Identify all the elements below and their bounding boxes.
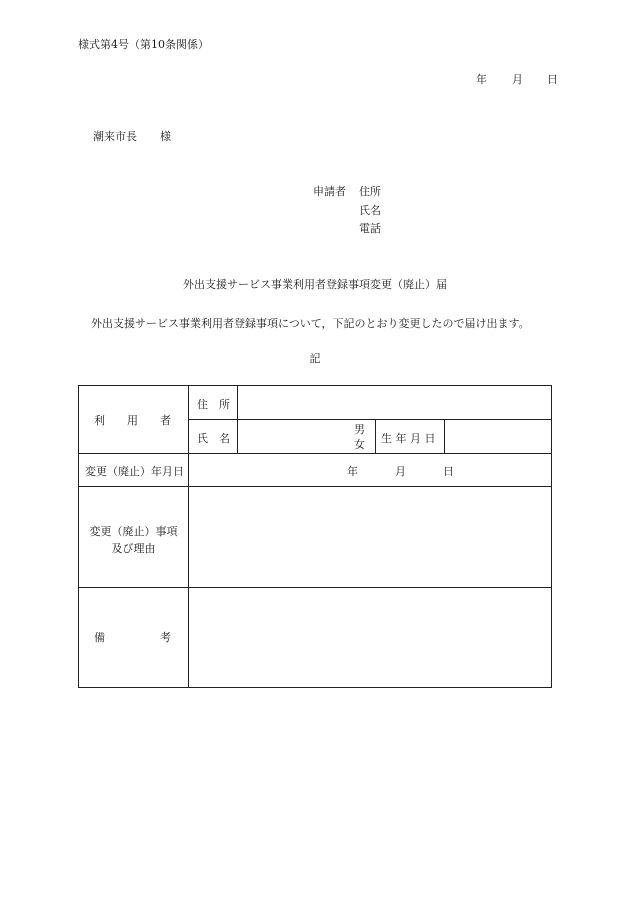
change-date-month: 月	[395, 465, 406, 478]
birthdate-label: 生 年 月 日	[381, 432, 436, 445]
remarks-field[interactable]	[191, 591, 549, 685]
statement-text: 外出支援サービス事業利用者登録事項について，下記のとおり変更したので届け出ます。	[91, 317, 530, 330]
row-divider	[79, 587, 552, 588]
change-date-year: 年	[347, 465, 358, 478]
column-divider	[188, 386, 189, 688]
document-title: 外出支援サービス事業利用者登録事項変更（廃止）届	[183, 278, 447, 291]
user-label: 利 用 者	[94, 414, 171, 427]
change-reason-label-line2: 及び理由	[111, 542, 156, 555]
address-field[interactable]	[259, 396, 551, 416]
change-reason-label-line1: 変更（廃止）事項	[89, 525, 178, 538]
addressee-honorific: 様	[160, 130, 171, 143]
date-day-label: 日	[547, 73, 558, 86]
date-year-label: 年	[476, 73, 487, 86]
address-label: 住 所	[197, 398, 230, 411]
applicant-address-label: 住所	[359, 185, 381, 198]
column-divider	[375, 419, 376, 453]
form-table	[78, 385, 552, 688]
date-month-label: 月	[512, 73, 523, 86]
column-divider	[444, 419, 445, 453]
gender-male-option[interactable]: 男	[354, 423, 365, 436]
row-divider	[188, 419, 552, 420]
column-divider	[237, 386, 238, 453]
gender-female-option[interactable]: 女	[354, 438, 365, 451]
applicant-label: 申請者	[313, 185, 346, 198]
addressee	[93, 128, 171, 144]
change-date-label: 変更（廃止）年月日	[85, 465, 184, 478]
applicant-phone-label: 電話	[359, 222, 381, 235]
row-divider	[79, 453, 552, 454]
name-label: 氏 名	[197, 432, 230, 445]
name-field[interactable]	[239, 422, 359, 450]
form-number: 様式第4号（第10条関係）	[78, 38, 209, 51]
applicant-name-label: 氏名	[359, 204, 381, 217]
addressee-name: 潮来市長	[93, 130, 137, 143]
row-divider	[79, 486, 552, 487]
change-date-day: 日	[443, 465, 454, 478]
birthdate-field[interactable]	[446, 422, 550, 450]
change-reason-field[interactable]	[191, 490, 549, 584]
remarks-label: 備 考	[94, 631, 171, 644]
ki-heading: 記	[309, 352, 321, 365]
